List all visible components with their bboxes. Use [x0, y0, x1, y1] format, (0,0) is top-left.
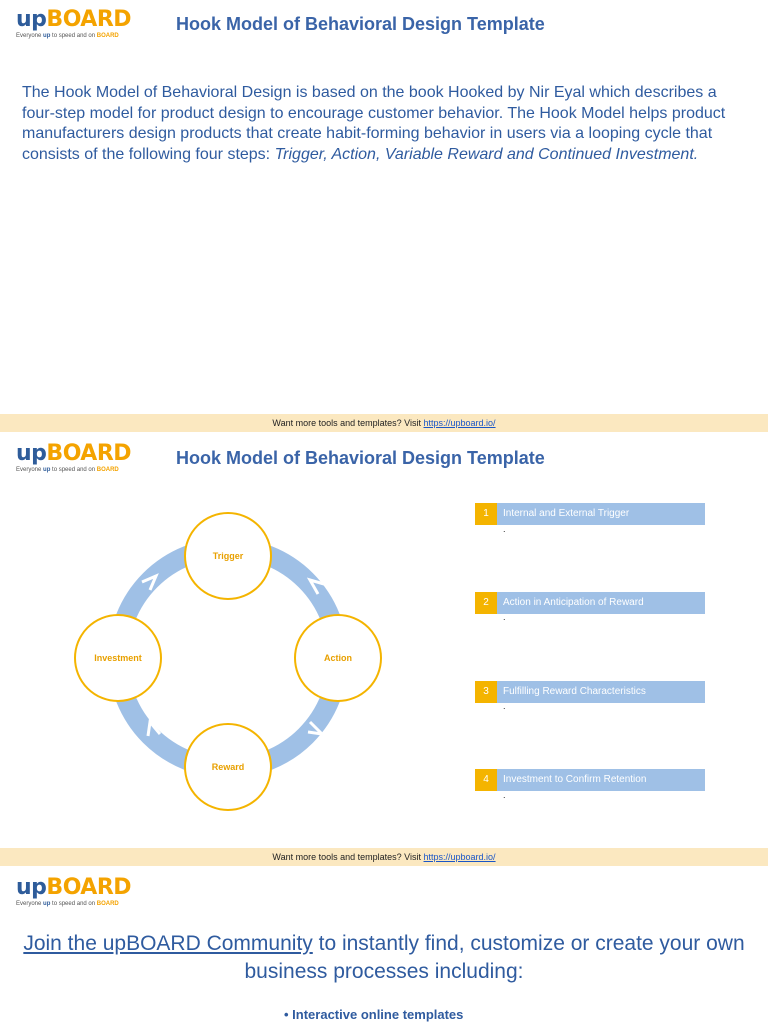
reward-node: Reward — [184, 723, 272, 811]
community-cta: Join the upBOARD Community to instantly find, customize or create your own business processes including: — [23, 932, 745, 983]
step-2-bullet: . — [503, 612, 506, 622]
feature-list-item: • Interactive online templates — [284, 1007, 464, 1022]
step-1-bullet: . — [503, 524, 506, 534]
step-4-bullet: . — [503, 790, 506, 800]
upboard-logo: upBOARD Everyone up to speed and on BOARD — [16, 441, 132, 473]
slide-title: Hook Model of Behavioral Design Template — [176, 14, 545, 34]
action-node: Action — [294, 614, 382, 702]
upboard-link[interactable]: https://upboard.io/ — [423, 418, 496, 428]
slide-1 — [0, 0, 768, 415]
investment-node: Investment — [74, 614, 162, 702]
join-community-link[interactable]: Join the upBOARD Community — [23, 932, 313, 955]
intro-paragraph: The Hook Model of Behavioral Design is based on the book Hooked by Nir Eyal which describes a four-step model for product design to encourage customer behavior. The Hook Model helps product manufacturers design products that create habit-forming behavior in users via a looping cycle that consists of the following four steps: Trigger, Action, Variable Reward and Continued Investment. — [22, 84, 726, 163]
footer-bar: Want more tools and templates? Visit https://upboard.io/ — [0, 848, 768, 866]
slide-title: Hook Model of Behavioral Design Template — [176, 448, 545, 468]
upboard-logo: upBOARD Everyone up to speed and on BOARD — [16, 875, 132, 907]
footer-bar: Want more tools and templates? Visit https://upboard.io/ — [0, 414, 768, 432]
step-3: 3 Fulfilling Reward Characteristics — [475, 681, 705, 703]
step-2: 2 Action in Anticipation of Reward — [475, 592, 705, 614]
step-1: 1 Internal and External Trigger — [475, 503, 705, 525]
upboard-link[interactable]: https://upboard.io/ — [423, 852, 496, 862]
trigger-node: Trigger — [184, 512, 272, 600]
step-4: 4 Investment to Confirm Retention — [475, 769, 705, 791]
step-3-bullet: . — [503, 701, 506, 711]
upboard-logo: upBOARD Everyone up to speed and on BOARD — [16, 7, 132, 39]
